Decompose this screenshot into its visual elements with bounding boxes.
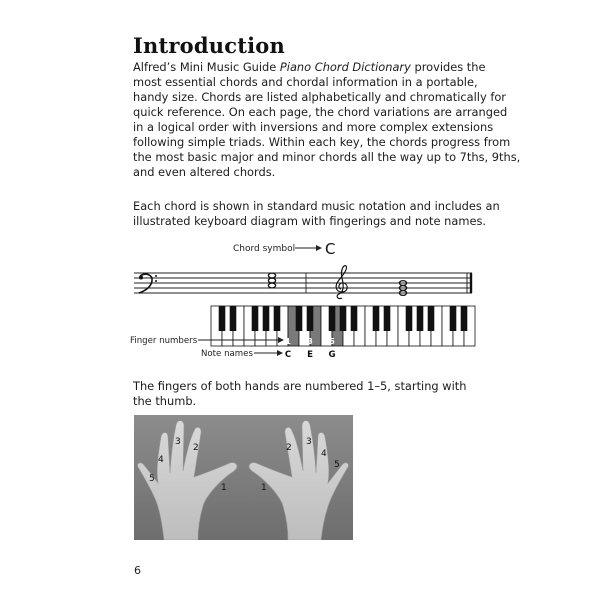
black-key (373, 306, 380, 331)
note-name: G (328, 350, 336, 360)
black-key (351, 306, 358, 331)
intro-line: most essential chords and chordal information in a portable, (133, 75, 478, 89)
black-key (329, 306, 336, 331)
intro-line: and even altered chords. (133, 165, 276, 179)
black-key (252, 306, 259, 331)
chord-symbol-label: Chord symbol (233, 244, 296, 254)
finger-number: 3 (307, 337, 313, 346)
staff (134, 273, 472, 293)
chord-symbol-arrowhead (316, 245, 322, 251)
finger-number-label: 5 (334, 460, 340, 470)
black-key (428, 306, 435, 331)
finger-number-label: 1 (261, 483, 267, 493)
chord-paragraph-line: illustrated keyboard diagram with fingerings and note names. (133, 214, 487, 228)
intro-paragraph (133, 60, 521, 180)
page-number: 6 (134, 564, 141, 577)
hands-photo (134, 415, 353, 540)
note-name: E (307, 350, 313, 360)
intro-line: handy size. Chords are listed alphabetically and chromatically for (133, 90, 506, 104)
chord-paragraph-line: Each chord is shown in standard music notation and includes an (133, 199, 500, 213)
note-names-label: Note names (201, 349, 253, 359)
finger-number: 5 (329, 337, 335, 346)
black-key (417, 306, 424, 331)
finger-number-label: 1 (221, 483, 227, 493)
fingers-paragraph (133, 379, 478, 409)
note-names-arrowhead (277, 350, 283, 356)
book-title: Piano Chord Dictionary (279, 60, 411, 74)
finger-number-label: 2 (193, 443, 199, 453)
chord-paragraph (133, 199, 500, 229)
black-key (461, 306, 468, 331)
fingers-paragraph-line: the thumb. (133, 394, 197, 408)
treble-clef-icon (336, 266, 347, 299)
black-key (384, 306, 391, 331)
fingers-paragraph-line: The fingers of both hands are numbered 1–5, starting with (133, 379, 467, 393)
chord-diagram (120, 236, 490, 366)
intro-line-1-rest: provides the (410, 60, 486, 74)
finger-number-label: 4 (321, 449, 327, 459)
black-key (307, 306, 314, 331)
chord-symbol: C (325, 240, 336, 258)
black-key (274, 306, 281, 331)
intro-prefix: Alfred’s Mini Music Guide (133, 60, 280, 74)
finger-number: 1 (285, 337, 291, 346)
intro-line: following simple triads. Within each key, the chords progress from (133, 135, 511, 149)
black-key (340, 306, 347, 331)
intro-line: the most basic major and minor chords all the way up to 7ths, 9ths, (133, 150, 521, 164)
bass-clef-icon (139, 274, 157, 293)
black-key (450, 306, 457, 331)
finger-number-label: 3 (175, 437, 181, 447)
finger-numbers-label: Finger numbers (130, 336, 198, 346)
intro-line: quick reference. On each page, the chord variations are arranged (133, 105, 508, 119)
black-key (296, 306, 303, 331)
intro-line: in a logical order with inversions and more complex extensions (133, 120, 494, 134)
note-name: C (284, 350, 292, 360)
finger-number-label: 3 (306, 437, 312, 447)
finger-number-label: 5 (149, 474, 155, 484)
bass-chord-notes (268, 273, 275, 288)
black-key (263, 306, 270, 331)
page-heading: Introduction (133, 33, 285, 58)
black-key (219, 306, 226, 331)
finger-number-label: 4 (158, 455, 164, 465)
intro-line-1 (133, 60, 486, 75)
black-key (406, 306, 413, 331)
finger-number-label: 2 (286, 443, 292, 453)
black-key (230, 306, 237, 331)
